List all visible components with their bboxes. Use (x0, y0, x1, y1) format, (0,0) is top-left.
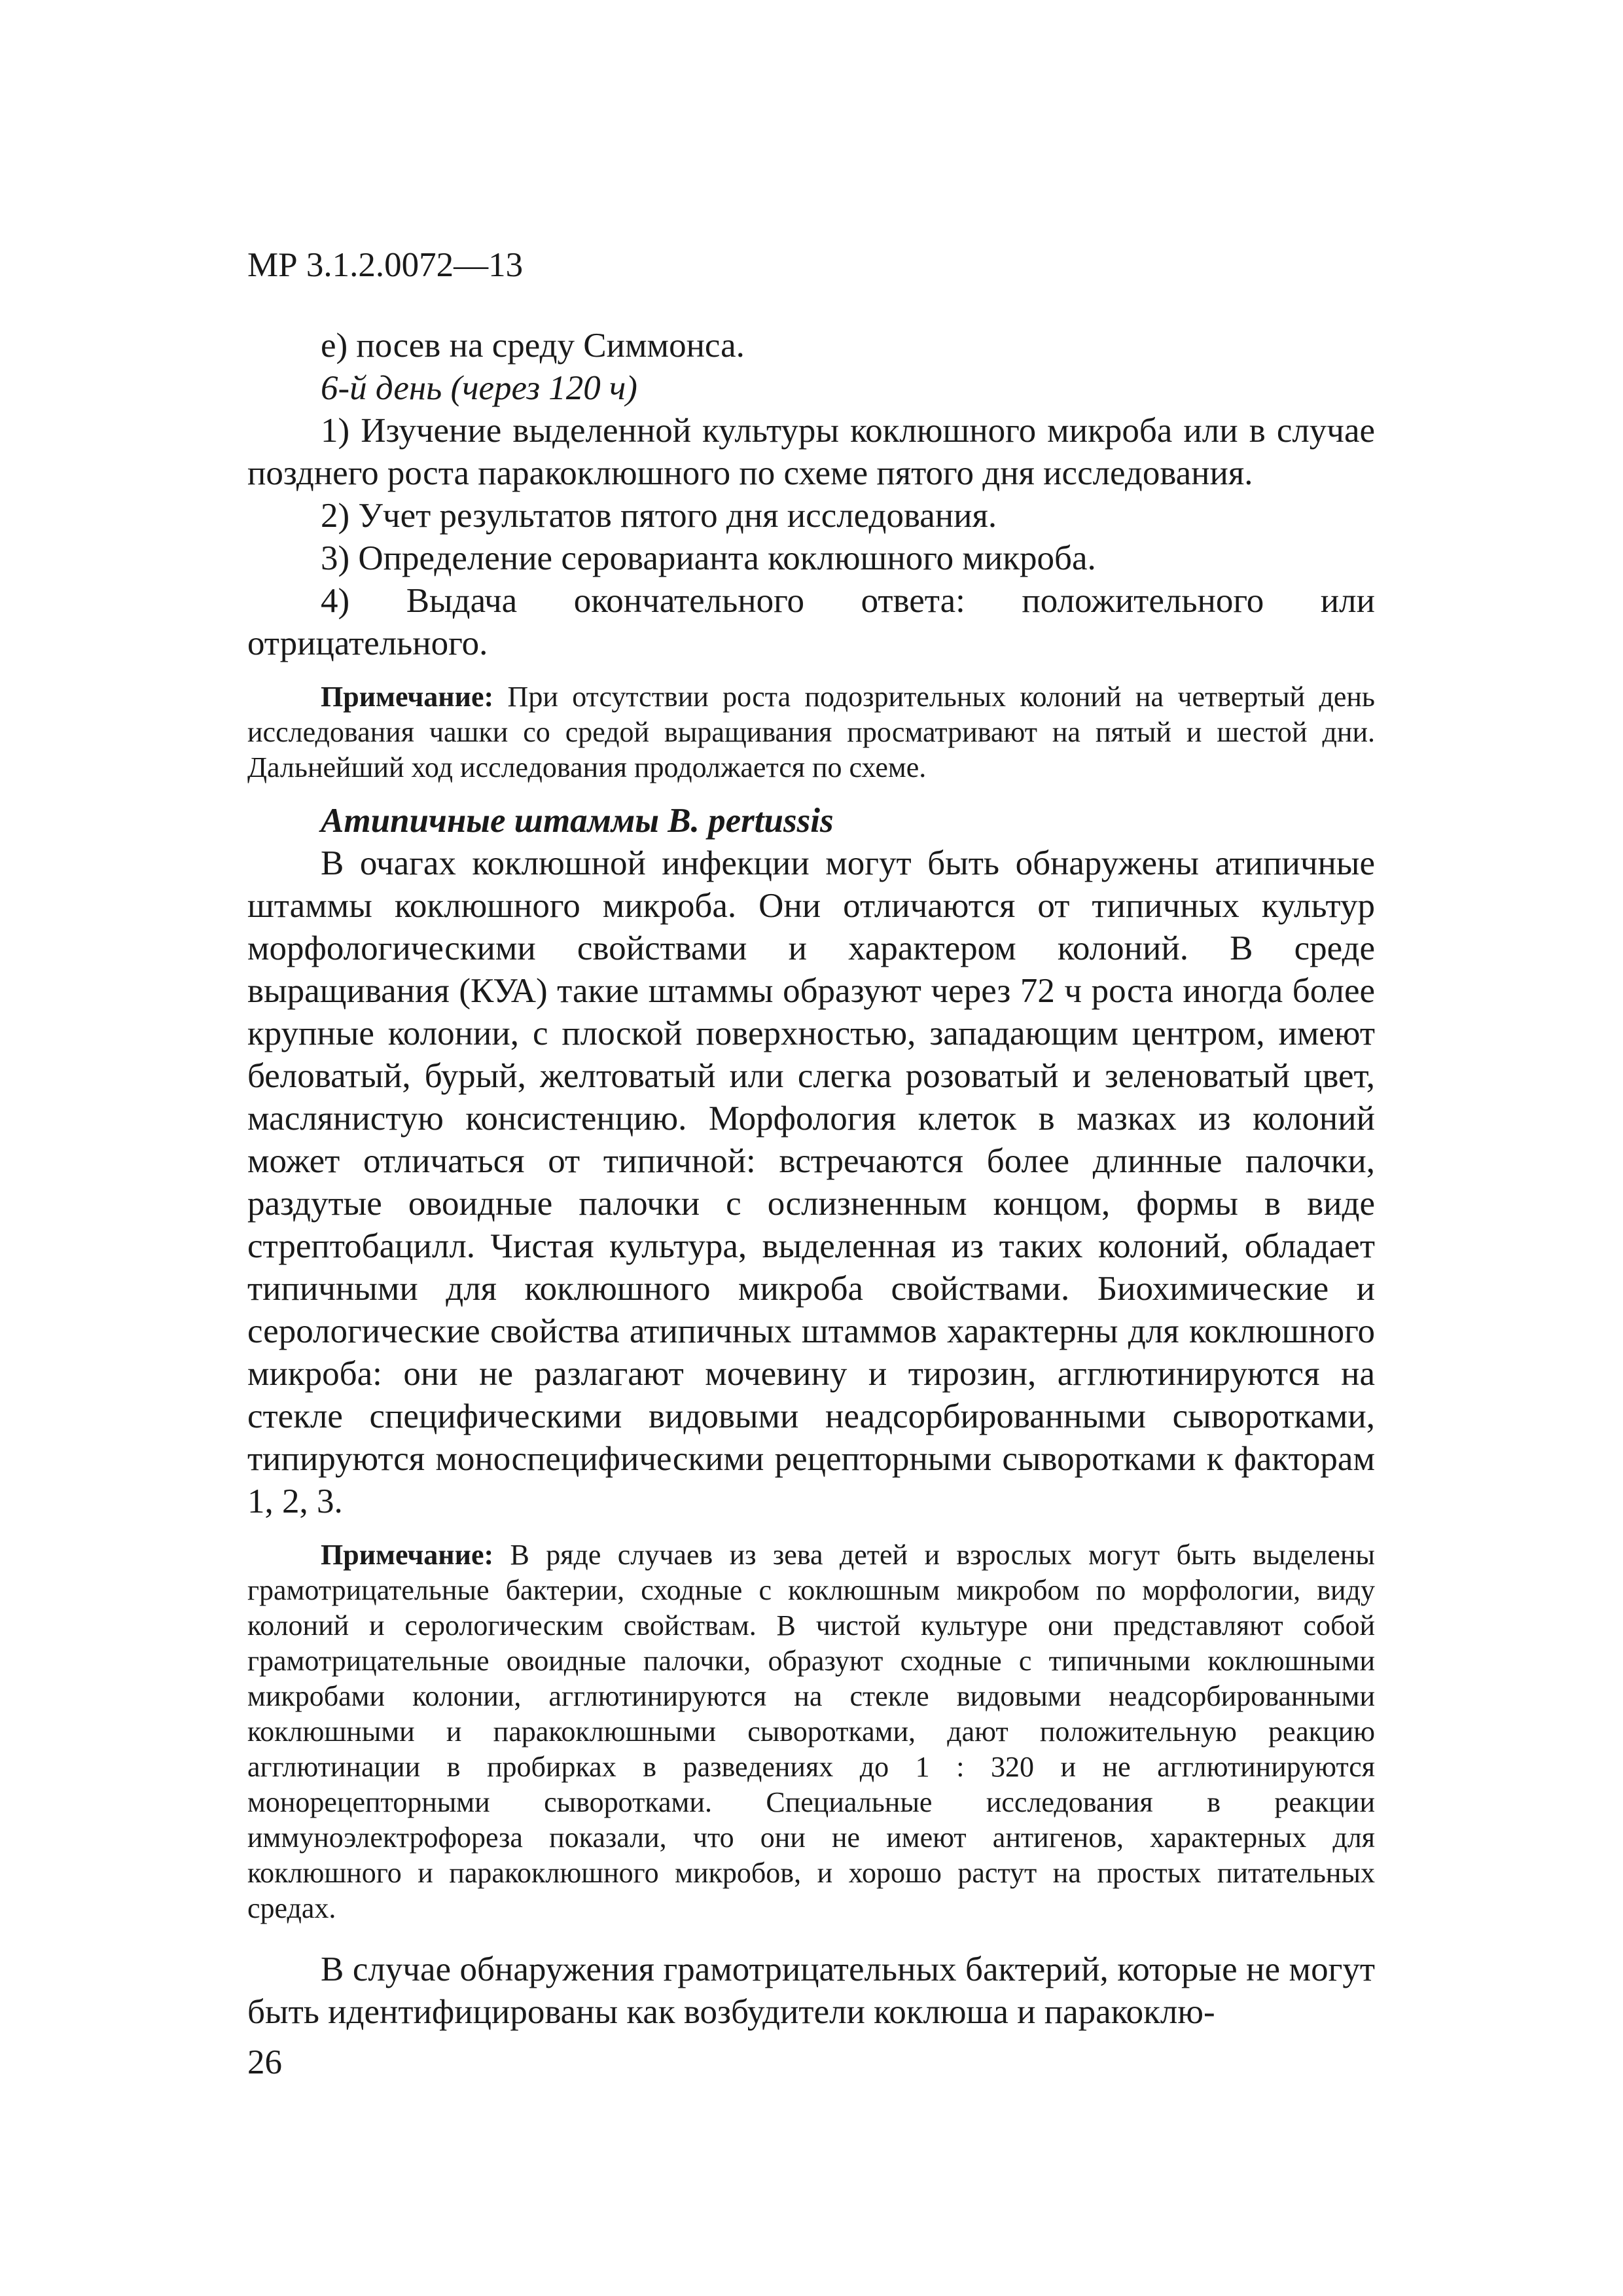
day6-heading: 6-й день (через 120 ч) (321, 369, 637, 407)
note-1 (247, 679, 1375, 785)
day6-item-2: 2) Учет результатов пятого дня исследования. (321, 497, 997, 535)
note-1-label: Примечание: (321, 681, 494, 713)
section-paragraph-atypical-strains: В очагах коклюшной инфекции могут быть обнаружены атипичные штаммы коклюшного микроба. Они отличаются от типичных культур морфологическими свойствами и характером колоний. В среде выращивания (КУА) такие штаммы образуют через 72 ч роста иногда более крупные колонии, с плоской поверхностью, западающим центром, имеют беловатый, бурый, желтоватый или слегка розоватый и зеленоватый цвет, маслянистую консистенцию. Морфология клеток в мазках из колоний может отличаться от типичной: встречаются более длинные палочки, раздутые овоидные палочки с ослизненным концом, формы в виде стрептобацилл. Чистая культура, выделенная из таких колоний, обладает типичными для коклюшного микроба свойствами. Биохимические и серологические свойства атипичных штаммов характерны для коклюшного микроба: они не разлагают мочевину и тирозин, агглютинируются на стекле специфическими видовыми неадсорбированными сыворотками, типируются моноспецифическими рецепторными сыворотками к факторам 1, 2, 3. (247, 844, 1375, 1520)
day6-item-1: 1) Изучение выделенной культуры коклюшного микроба или в случае позднего роста паракоклюшного по схеме пятого дня исследования. (247, 412, 1375, 492)
note-2-label: Примечание: (321, 1539, 494, 1571)
document-body (247, 325, 1375, 2034)
note-2 (247, 1537, 1375, 1926)
final-paragraph: В случае обнаружения грамотрицательных бактерий, которые не могут быть идентифицированы как возбудители коклюша и паракоклю- (247, 1950, 1375, 2031)
note-2-text: В ряде случаев из зева детей и взрослых могут быть выделены грамотрицательные бактерии, сходные с коклюшным микробом по морфологии, виду колоний и серологическим свойствам. В чистой культуре они представляют собой грамотрицательные овоидные палочки, образуют сходные с типичными коклюшными микробами колонии, агглютинируются на стекле видовыми неадсорбированными коклюшными и паракоклюшными сыворотками, дают положительную реакцию агглютинации в пробирках в разведениях до 1 : 320 и не агглютинируются монорецепторными сыворотками. Специальные исследования в реакции иммуноэлектрофореза показали, что они не имеют антигенов, характерных для коклюшного и паракоклюшного микробов, и хорошо растут на простых питательных средах. (247, 1539, 1375, 1924)
paragraph-seed-simmons: е) посев на среду Симмонса. (321, 327, 745, 365)
day6-item-3: 3) Определение сероварианта коклюшного микроба. (321, 539, 1096, 577)
note-1-text: При отсутствии роста подозрительных колоний на четвертый день исследования чашки со средой выращивания просматривают на пятый и шестой дни. Дальнейший ход исследования продолжается по схеме. (247, 681, 1375, 783)
page-number: 26 (247, 2043, 282, 2081)
day6-item-4: 4) Выдача окончательного ответа: положительного или отрицательного. (247, 582, 1375, 662)
document-header: МР 3.1.2.0072—13 (247, 246, 524, 284)
section-heading-atypical-strains: Атипичные штаммы B. pertussis (321, 802, 834, 840)
